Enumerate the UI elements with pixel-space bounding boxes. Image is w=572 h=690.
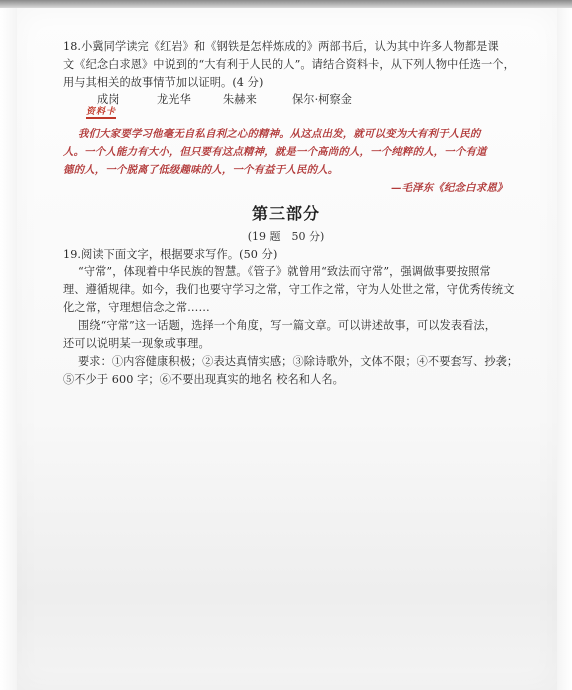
q19-passage-line-2: 理、遵循规律。如今，我们也要守学习之常，守工作之常，守为人处世之常，守优秀传统文 — [63, 283, 515, 296]
q19-passage-line-1: “守常”，体现着中华民族的智慧。《管子》就曾用“致法而守常”，强调做事要按照常 — [78, 265, 491, 278]
q18-line-2: 文《纪念白求恩》中说到的“大有利于人民的人”。请结合资料卡，从下列人物中任选一个， — [63, 58, 515, 71]
material-card-line-3: 德的人，一个脱离了低级趣味的人，一个有益于人民的人。 — [63, 164, 339, 176]
material-card-line-2: 人。一个人能力有大小，但只要有这点精神，就是一个高尚的人，一个纯粹的人，一个有道 — [63, 146, 487, 158]
character-option: 保尔·柯察金 — [292, 93, 353, 106]
part-three-title: 第三部分 — [251, 204, 320, 223]
material-card-line-1: 我们大家要学习他毫无自私自利之心的精神。从这点出发，就可以变为大有利于人民的 — [78, 128, 481, 140]
q19-task-line-2: 还可以说明某一现象或事理。 — [63, 337, 210, 350]
q19-requirements-line-1: 要求：①内容健康积极；②表达真情实感；③除诗歌外，文体不限；④不要套写、抄袭； — [78, 355, 519, 368]
q19-task-line-1: 围绕“守常”这一话题，选择一个角度，写一篇文章。可以讲述故事，可以发表看法， — [78, 319, 496, 332]
character-option: 龙光华 — [157, 93, 191, 106]
q19-heading: 19.阅读下面文字，根据要求写作。(50 分) — [63, 248, 278, 261]
q18-line-1: 18.小冀同学读完《红岩》和《钢铁是怎样炼成的》两部书后，认为其中许多人物都是课 — [63, 40, 499, 53]
photo-top-edge — [0, 0, 572, 8]
character-option: 成岗 — [97, 93, 120, 106]
q19-requirements-line-2: ⑤不少于 600 字；⑥不要出现真实的地名 校名和人名。 — [63, 373, 344, 386]
left-margin — [0, 8, 17, 690]
q18-line-3: 用与其相关的故事情节加以证明。(4 分) — [63, 76, 264, 89]
part-three-subtitle: (19 题 50 分) — [247, 230, 325, 243]
q19-passage-line-3: 化之常，守理想信念之常…… — [63, 301, 210, 314]
right-margin — [557, 8, 572, 690]
material-card-tag: 资料卡 — [86, 107, 117, 117]
material-card-source: —毛泽东《纪念白求恩》 — [391, 182, 508, 194]
character-option: 朱赫来 — [223, 93, 257, 106]
